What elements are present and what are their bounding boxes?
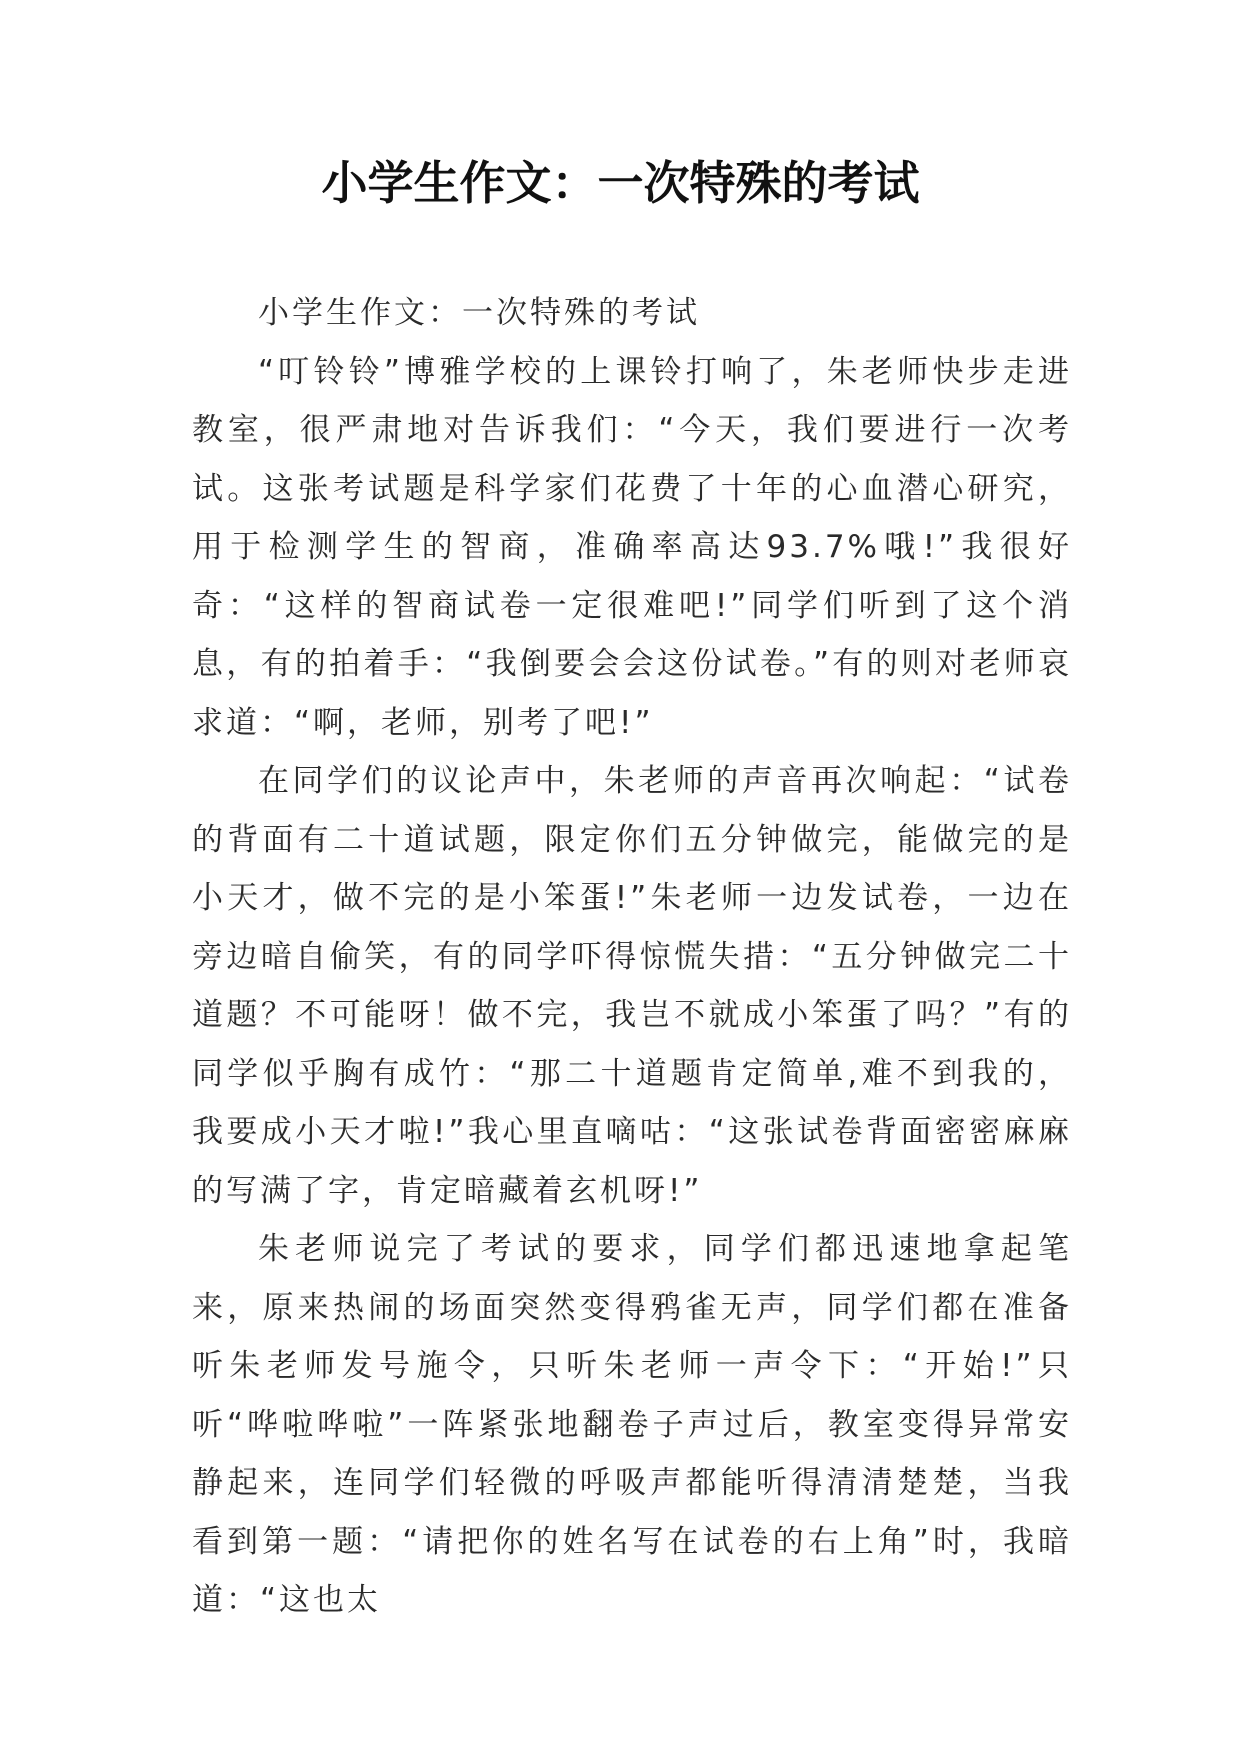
document-body	[192, 284, 1072, 1630]
paragraph-subtitle: 小学生作文：一次特殊的考试	[258, 295, 700, 331]
document-title: 小学生作文：一次特殊的考试	[321, 156, 920, 210]
paragraph: 在同学们的议论声中，朱老师的声音再次响起：“试卷的背面有二十道试题，限定你们五分钟做完，能做完的是小天才，做不完的是小笨蛋!”朱老师一边发试卷，一边在旁边暗自偷笑，有的同学吓得惊慌失措：“五分钟做完二十道题？不可能呀！做不完，我岂不就成小笨蛋了吗？”有的同学似乎胸有成竹：“那二十道题肯定简单,难不到我的，我要成小天才啦!”我心里直嘀咕：“这张试卷背面密密麻麻的写满了字，肯定暗藏着玄机呀!”	[192, 763, 1072, 1209]
paragraph: “叮铃铃”博雅学校的上课铃打响了，朱老师快步走进教室，很严肃地对告诉我们：“今天，我们要进行一次考试。这张考试题是科学家们花费了十年的心血潜心研究，用于检测学生的智商，准确率高达93.7%哦!”我很好奇：“这样的智商试卷一定很难吧!”同学们听到了这个消息，有的拍着手：“我倒要会会这份试卷。”有的则对老师哀求道：“啊，老师，别考了吧!”	[192, 353, 1072, 741]
paragraph: 朱老师说完了考试的要求，同学们都迅速地拿起笔来，原来热闹的场面突然变得鸦雀无声，同学们都在准备听朱老师发号施令，只听朱老师一声令下：“开始!”只听“哗啦哗啦”一阵紧张地翻卷子声过后，教室变得异常安静起来，连同学们轻微的呼吸声都能听得清清楚楚，当我看到第一题：“请把你的姓名写在试卷的右上角”时，我暗道：“这也太	[192, 1231, 1072, 1618]
